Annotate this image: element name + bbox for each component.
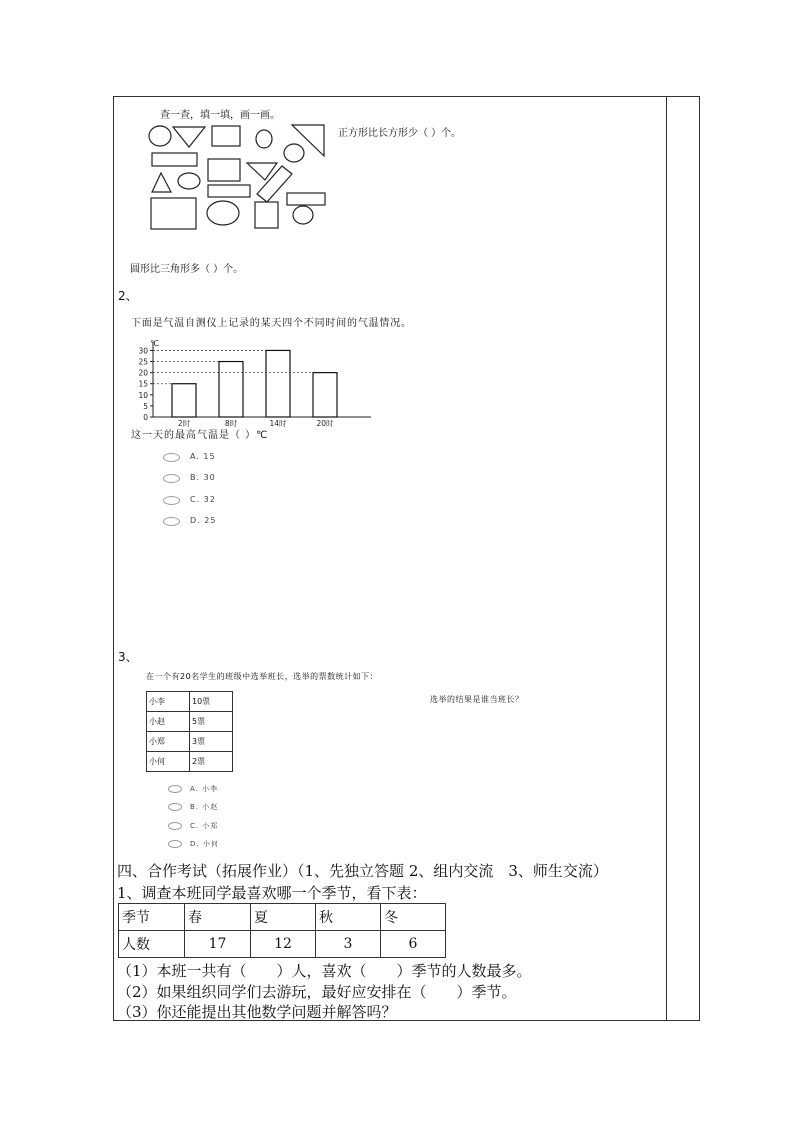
season-header-cell: 夏 [251,904,316,931]
section4-sub1: （1）本班一共有（ ）人，喜欢（ ）季节的人数最多。 [117,962,532,980]
count-cell: 3 [316,931,381,958]
q1-square-question: 正方形比长方形少（ ）个。 [338,128,462,139]
circle-shape [284,144,304,162]
q3-option-a-label: A. 小李 [190,785,219,793]
count-label-cell: 人数 [119,931,185,958]
section4-question1: 1、调查本班同学最喜欢哪一个季节，看下表： [117,884,427,902]
q3-option-b-radio[interactable] [168,803,182,811]
q3-option-c-radio[interactable] [168,822,182,830]
table-row [147,712,233,732]
temperature-bar-chart [128,338,378,430]
y-tick-label: 30 [138,346,148,356]
vote-count: 2票 [190,752,233,772]
q3-question: 选举的结果是谁当班长？ [430,695,524,704]
count-cell: 12 [251,931,316,958]
section4-sub2: （2）如果组织同学们去游玩，最好应安排在（ ）季节。 [117,983,517,1001]
section4-heading: 四、合作考试（拓展作业）（1、先独立答题 2、组内交流 3、师生交流） [117,862,608,880]
circle-shape [293,206,313,224]
q3-option-c-label: C. 小郑 [190,822,219,830]
q2-intro: 下面是气温自测仪上记录的某天四个不同时间的气温情况。 [131,318,412,329]
q3-option-a-radio[interactable] [168,785,182,793]
triangle-shape [173,127,205,147]
vote-count: 10票 [190,692,233,712]
rectangle-shape [152,153,197,166]
y-tick-label: 0 [143,413,148,422]
q3-option-d-label: D. 小何 [190,840,219,848]
x-tick-label: 14时 [269,419,287,428]
vote-count: 3票 [190,732,233,752]
table-row [147,752,233,772]
bar-20时 [313,373,337,417]
table-row [119,931,446,958]
column-divider [666,96,667,1021]
table-row [119,904,446,931]
count-cell: 6 [381,931,446,958]
q3-number: 3、 [118,650,138,664]
triangle-shape [152,173,171,192]
candidate-name: 小李 [147,692,190,712]
candidate-name: 小赵 [147,712,190,732]
y-tick-label: 5 [143,401,148,411]
x-tick-label: 8时 [224,419,238,428]
bar-14时 [266,350,290,417]
q2-option-d-radio[interactable] [163,517,180,526]
section4-sub3: （3）你还能提出其他数学问题并解答吗？ [117,1003,397,1021]
q3-intro: 在一个有20名学生的班级中选举班长，选举的票数统计如下： [146,672,379,681]
q1-instruction: 查一查，填一填，画一画。 [160,110,280,121]
q2-option-c-radio[interactable] [163,496,180,505]
q2-option-b-label: B. 30 [190,473,216,482]
season-header-cell: 冬 [381,904,446,931]
q1-circle-question: 圆形比三角形多（ ）个。 [130,264,244,275]
rectangle-shape [208,185,250,197]
q2-question: 这一天的最高气温是（ ）℃ [131,430,269,441]
circle-shape [149,126,171,146]
rectangle-shape [255,202,278,228]
square-shape [212,126,240,146]
q2-number: 2、 [118,289,138,303]
table-row [147,692,233,712]
y-tick-label: 20 [138,368,148,378]
y-tick-label: 15 [138,379,148,389]
circle-shape [178,173,200,189]
square-shape [208,159,240,181]
votes-table [146,691,233,772]
candidate-name: 小何 [147,752,190,772]
square-shape [151,198,196,229]
q2-option-a-label: A. 15 [190,452,216,461]
season-header-cell: 季节 [119,904,185,931]
q3-option-b-label: B. 小赵 [190,803,219,811]
circle-shape [256,130,272,148]
bar-8时 [219,362,243,417]
q2-option-b-radio[interactable] [163,474,180,483]
vote-count: 5票 [190,712,233,732]
season-header-cell: 秋 [316,904,381,931]
q3-option-d-radio[interactable] [168,840,182,848]
season-table [118,903,446,958]
y-tick-label: 25 [138,357,148,367]
circle-shape [207,201,239,225]
x-tick-label: 2时 [177,419,191,428]
q2-option-a-radio[interactable] [163,453,180,462]
shapes-figure [140,118,340,230]
q2-option-d-label: D. 25 [190,516,217,525]
triangle-shape [292,125,324,156]
q2-option-c-label: C. 32 [190,495,216,504]
rectangle-shape [287,193,325,205]
table-row [147,732,233,752]
candidate-name: 小郑 [147,732,190,752]
count-cell: 17 [185,931,251,958]
unit-label: ℃ [150,339,159,348]
y-tick-label: 10 [138,390,148,400]
bar-2时 [172,384,196,417]
x-tick-label: 20时 [316,419,334,428]
season-header-cell: 春 [185,904,251,931]
